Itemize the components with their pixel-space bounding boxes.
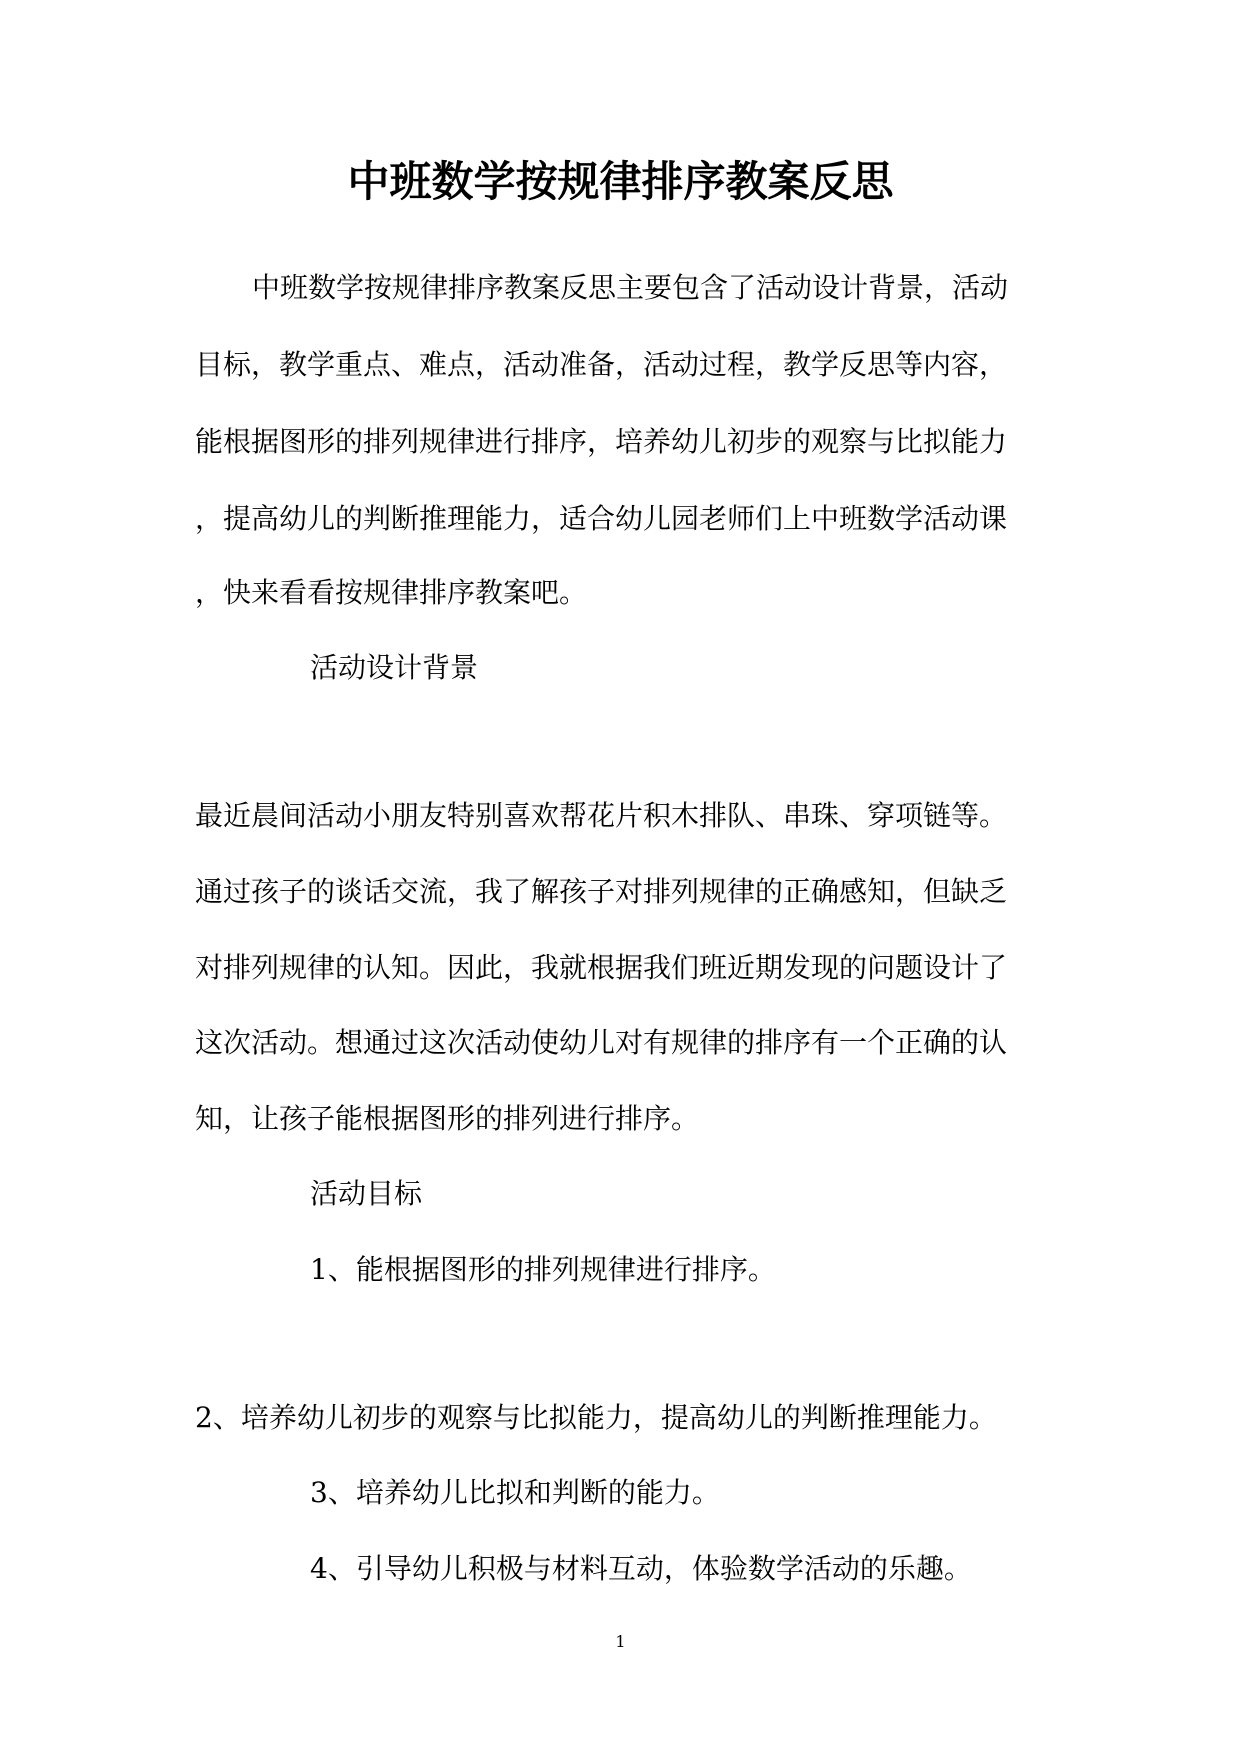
background-line-4: 这次活动。想通过这次活动使幼儿对有规律的排序有一个正确的认 — [195, 1026, 1008, 1059]
background-line-5: 知，让孩子能根据图形的排列进行排序。 — [195, 1102, 700, 1135]
intro-line-3: 能根据图形的排列规律进行排序，培养幼儿初步的观察与比拟能力 — [195, 425, 1008, 458]
goal-item-1: 1、能根据图形的排列规律进行排序。 — [310, 1253, 776, 1286]
section-heading-goals: 活动目标 — [310, 1177, 423, 1210]
page-number: 1 — [615, 1632, 626, 1651]
intro-line-1: 中班数学按规律排序教案反思主要包含了活动设计背景，活动 — [252, 271, 1009, 304]
section-heading-background: 活动设计背景 — [310, 651, 479, 684]
background-line-1: 最近晨间活动小朋友特别喜欢帮花片积木排队、串珠、穿项链等。 — [195, 799, 1008, 832]
intro-line-2: 目标，教学重点、难点，活动准备，活动过程，教学反思等内容， — [195, 348, 1008, 381]
background-line-2: 通过孩子的谈话交流，我了解孩子对排列规律的正确感知，但缺乏 — [195, 875, 1008, 908]
goal-item-4: 4、引导幼儿积极与材料互动，体验数学活动的乐趣。 — [310, 1552, 972, 1585]
document-title: 中班数学按规律排序教案反思 — [347, 157, 894, 206]
goal-item-2: 2、培养幼儿初步的观察与比拟能力，提高幼儿的判断推理能力。 — [195, 1401, 997, 1434]
goal-item-3: 3、培养幼儿比拟和判断的能力。 — [310, 1476, 720, 1509]
background-line-3: 对排列规律的认知。因此，我就根据我们班近期发现的问题设计了 — [195, 951, 1008, 984]
intro-line-5: ，快来看看按规律排序教案吧。 — [195, 576, 588, 609]
intro-line-4: ，提高幼儿的判断推理能力，适合幼儿园老师们上中班数学活动课 — [195, 502, 1008, 535]
